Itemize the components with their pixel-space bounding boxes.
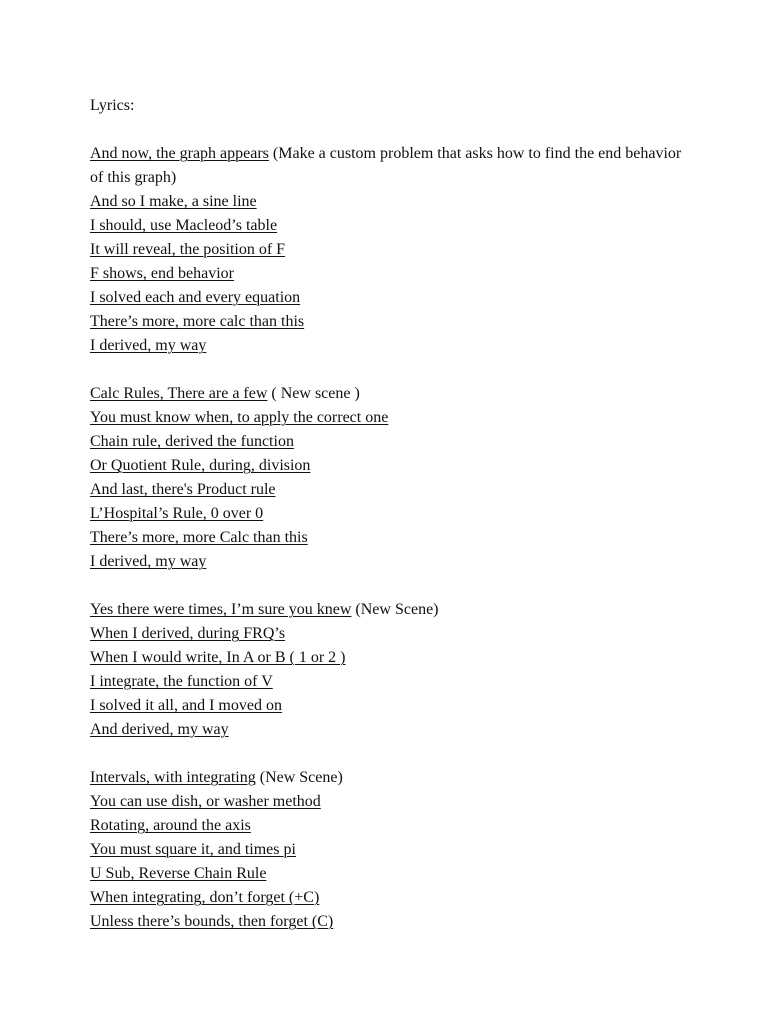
lyric-line [90,670,690,694]
verse [90,766,690,934]
blank-line [90,358,690,382]
lyric-line [90,814,690,838]
lyric-underlined-text: Chain rule, derived the function [90,433,294,450]
verse [90,382,690,574]
blank-line [90,742,690,766]
lyric-underlined-text: I solved it all, and I moved on [90,697,282,714]
lyric-underlined-text: When integrating, don’t forget (+C) [90,889,320,906]
lyric-line [90,190,690,214]
lyric-underlined-text: I derived, my way [90,553,207,570]
lyrics-content [90,94,690,934]
lyric-underlined-text: F shows, end behavior [90,265,234,282]
lyric-line [90,862,690,886]
lyric-underlined-text: Calc Rules, There are a few [90,385,268,402]
lyric-underlined-text: And now, the graph appears [90,145,269,162]
lyric-underlined-text: Intervals, with integrating [90,769,256,786]
lyric-underlined-text: L’Hospital’s Rule, 0 over 0 [90,505,264,522]
lyric-underlined-text: Yes there were times, I’m sure you knew [90,601,352,618]
lyric-note-text: (New Scene) [351,601,439,618]
lyric-line [90,334,690,358]
lyric-underlined-text: When I derived, during FRQ’s [90,625,286,642]
blank-line [90,118,690,142]
lyric-line [90,766,690,790]
lyric-line [90,550,690,574]
lyric-underlined-text: I integrate, the function of V [90,673,273,690]
lyric-underlined-text: And derived, my way [90,721,229,738]
lyric-underlined-text: You must know when, to apply the correct one [90,409,389,426]
lyric-underlined-text: When I would write, In A or B ( 1 or 2 ) [90,649,346,666]
lyric-line [90,262,690,286]
lyric-line [90,646,690,670]
lyric-line [90,694,690,718]
lyric-note-text: ( New scene ) [267,385,360,402]
lyric-line [90,526,690,550]
lyric-line [90,454,690,478]
lyric-note-text: (Make a custom problem that asks how to find the end behavior of this graph) [90,145,682,186]
lyric-line [90,238,690,262]
lyric-underlined-text: Rotating, around the axis [90,817,251,834]
verse [90,598,690,742]
lyric-line [90,406,690,430]
lyric-line [90,310,690,334]
lyric-underlined-text: And so I make, a sine line [90,193,257,210]
lyrics-heading: Lyrics: [90,97,135,114]
lyric-line [90,382,690,406]
lyric-underlined-text: There’s more, more Calc than this [90,529,308,546]
lyric-note-text: (New Scene) [255,769,343,786]
lyric-underlined-text: Or Quotient Rule, during, division [90,457,311,474]
lyric-line [90,790,690,814]
verse [90,142,690,358]
lyric-underlined-text: I solved each and every equation [90,289,301,306]
lyric-line [90,502,690,526]
lyric-underlined-text: You can use dish, or washer method [90,793,321,810]
lyric-line [90,214,690,238]
lyric-line [90,478,690,502]
lyric-line [90,718,690,742]
lyric-underlined-text: Unless there’s bounds, then forget (C) [90,913,334,930]
lyric-line [90,910,690,934]
lyric-underlined-text: And last, there's Product rule [90,481,276,498]
lyric-line [90,286,690,310]
lyric-underlined-text: There’s more, more calc than this [90,313,305,330]
lyric-underlined-text: You must square it, and times pi [90,841,296,858]
lyric-line [90,598,690,622]
lyric-underlined-text: U Sub, Reverse Chain Rule [90,865,267,882]
lyric-underlined-text: I derived, my way [90,337,207,354]
lyrics-verses [90,142,690,934]
lyric-underlined-text: I should, use Macleod’s table [90,217,278,234]
lyric-underlined-text: It will reveal, the position of F [90,241,286,258]
lyric-line [90,142,690,190]
blank-line [90,574,690,598]
lyric-line [90,886,690,910]
lyric-line [90,838,690,862]
lyric-line [90,622,690,646]
lyric-line [90,430,690,454]
